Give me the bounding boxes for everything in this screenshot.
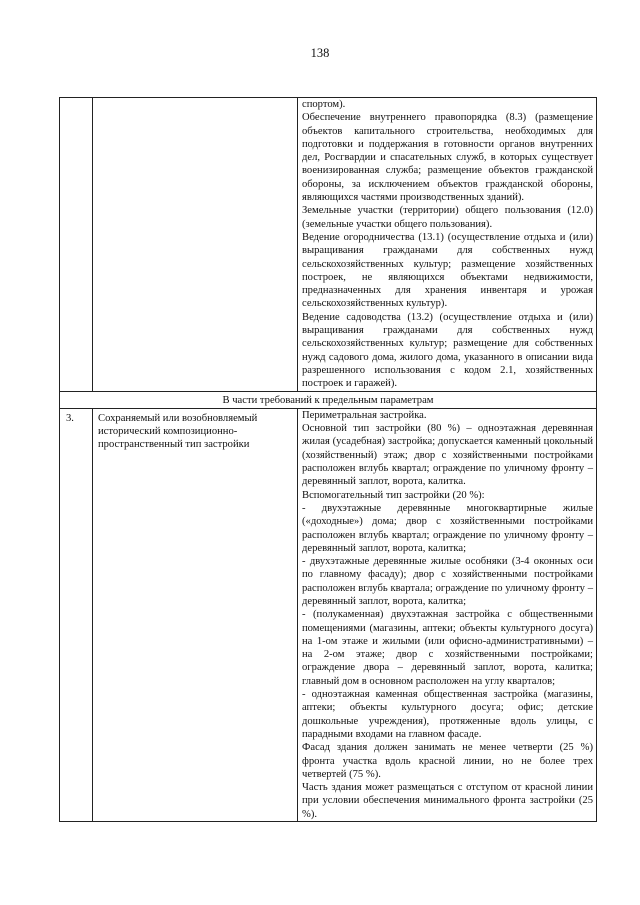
text-paragraph: Земельные участки (территории) общего пользования (12.0) (земельные участки общего пользования). <box>302 205 593 230</box>
row-name-cell <box>93 98 298 392</box>
text-paragraph: - двухэтажные деревянные жилые особняки (3-4 оконных оси по главному фасаду); двор с хозяйственными постройками расположен вглубь квартала; ограждение по уличному фронту – деревянный заплот, ворота, калитка; <box>302 556 593 607</box>
page-number: 138 <box>310 46 330 60</box>
text-paragraph: Обеспечение внутреннего правопорядка (8.3) (размещение объектов капитального строительства, необходимых для подготовки и поддержания в готовности органов внутренних дел, Росгвардии и спасательных служб, в которых существует военизированная служба; размещение объектов гражданской обороны, за исключением объектов гражданской обороны, являющихся частями производственных зданий). <box>302 112 593 204</box>
row-number: 3. <box>60 408 93 821</box>
text-paragraph: Основной тип застройки (80 %) – одноэтажная деревянная жилая (усадебная) застройка; допускается каменный цокольный (хозяйственный) этаж; двор с хозяйственными постройками расположен вглубь квартал; ограждение по уличному фронту – деревянный заплот, ворота, калитка. <box>302 423 593 488</box>
table-row <box>60 391 597 408</box>
parameters-cell <box>298 408 597 821</box>
text-paragraph: - двухэтажные деревянные многоквартирные жилые («доходные») дома; двор с хозяйственными постройками расположен вглубь квартал; ограждение по уличному фронту – деревянный заплот, ворота, калитка; <box>302 502 593 554</box>
table-row <box>60 408 597 821</box>
text-paragraph: Фасад здания должен занимать не менее четверти (25 %) фронта участка вдоль красной линии, но не более трех четвертей (75 %). <box>302 742 593 780</box>
text-paragraph: Ведение садоводства (13.2) (осуществление отдыха и (или) выращивания гражданами для собственных нужд сельскохозяйственных культур; размещение для собственных нужд садового дома, жилого дома, указанного в описании вида разрешенного использования с кодом 2.1, хозяйственных построек и гаражей). <box>302 311 593 390</box>
text-paragraph: Ведение огородничества (13.1) (осуществление отдыха и (или) выращивания гражданами для собственных нужд сельскохозяйственных культур; размещение хозяйственных построек, не являющихся объектами недвижимости, предназначенных для хранения инвентаря и урожая сельскохозяйственных культур). <box>302 231 593 310</box>
table-row <box>60 98 597 392</box>
permitted-uses-cell <box>298 98 597 392</box>
text-paragraph: Вспомогательный тип застройки (20 %): <box>302 489 485 501</box>
section-header: В части требований к предельным параметрам <box>60 391 597 408</box>
text-paragraph: Часть здания может размещаться с отступом от красной линии при условии обеспечения минимального фронта застройки (25 %). <box>302 782 593 820</box>
row-name: Сохраняемый или возобновляемый исторический композиционно-пространственный тип застройки <box>93 408 298 821</box>
text-paragraph: - одноэтажная каменная общественная застройка (магазины, аптеки; объекты культурного досуга; офис; детские дошкольные учреждения), протяженные вдоль улицы, с парадными входами на главном фасаде. <box>302 689 593 740</box>
text-line: спортом). <box>302 99 346 110</box>
row-number-cell <box>60 98 93 392</box>
regulations-table <box>59 97 597 822</box>
text-paragraph: - (полукаменная) двухэтажная застройка с общественными помещениями (магазины, аптеки; объекты культурного досуга) на 1-ом этаже и жилыми (или офисно-административными) – на 2-ом этаже; двор с хозяйственными постройками; ограждение двора – деревянный заплот, ворота, калитка; главный дом в основном расположен на углу кварталов; <box>302 609 593 687</box>
text-paragraph: Периметральная застройка. <box>302 409 427 421</box>
